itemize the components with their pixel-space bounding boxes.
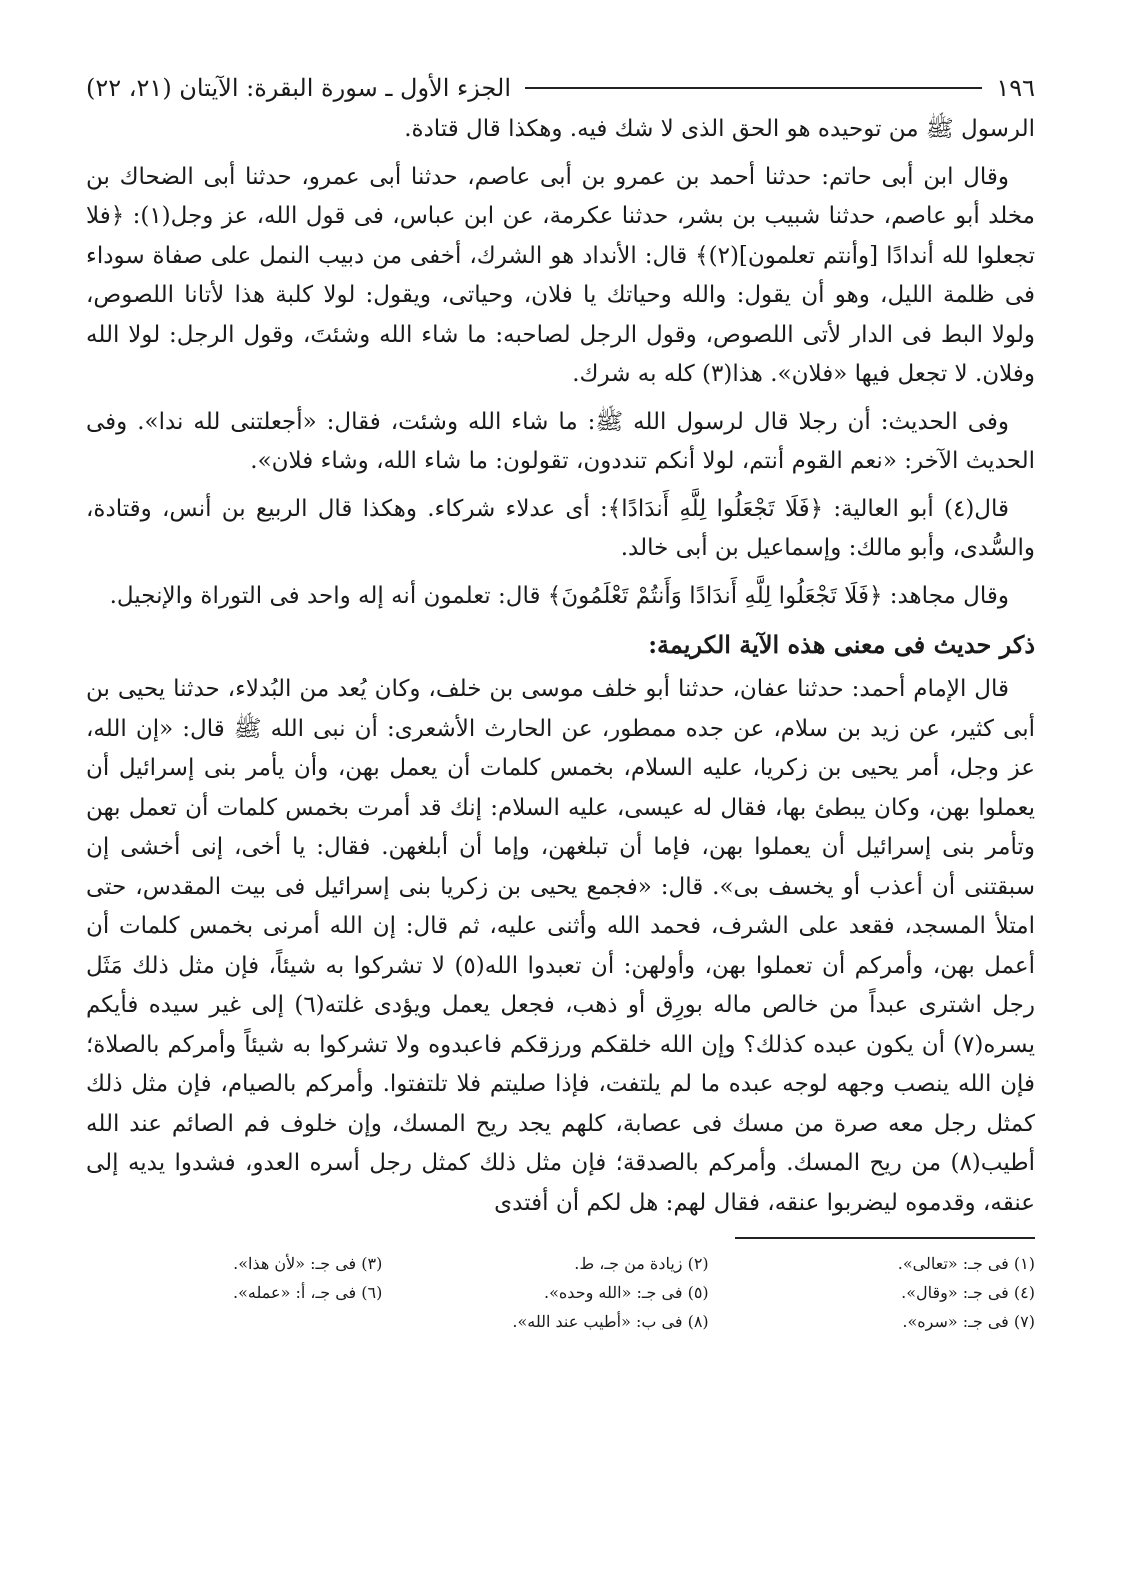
paragraph-5: وقال مجاهد: ﴿فَلَا تَجْعَلُوا لِلَّهِ أَندَادًا وَأَنتُمْ تَعْلَمُونَ﴾ قال: تعلمون أنه إله واحد فى التوراة والإنجيل. (109, 582, 1009, 609)
footnotes (86, 1249, 1035, 1336)
footnote-7: (٧) فى جـ: «سره». (902, 1312, 1035, 1331)
footnote-rule (735, 1237, 1035, 1239)
paragraph-1: الرسول ﷺ من توحيده هو الحق الذى لا شك فيه. وهكذا قال قتادة. (404, 116, 1035, 142)
main-text (86, 110, 1035, 1223)
paragraph-3: وفى الحديث: أن رجلا قال لرسول الله ﷺ: ما شاء الله وشئت، فقال: «أجعلتنى لله ندا». وفى الحديث الآخر: «نعم القوم أنتم، لولا أنكم تنددون، تقولون: ما شاء الله، وشاء فلان». (86, 408, 1035, 474)
footnote-3: (٣) فى جـ: «لأن هذا». (233, 1254, 383, 1273)
page-number: ١٩٦ (996, 74, 1035, 102)
footnote-8: (٨) فى ب: «أطيب عند الله». (512, 1312, 709, 1331)
section-heading: ذكر حديث فى معنى هذه الآية الكريمة: (648, 630, 1035, 659)
section-paragraph: قال الإمام أحمد: حدثنا عفان، حدثنا أبو خلف موسى بن خلف، وكان يُعد من البُدلاء، حدثنا يحيى بن أبى كثير، عن زيد بن سلام، عن جده ممطور، عن الحارث الأشعرى: أن نبى الله ﷺ قال: «إن الله، عز وجل، أمر يحيى بن زكريا، عليه السلام، بخمس كلمات أن يعمل بهن، وأن يأمر بنى إسرائيل أن يعملوا بهن، وكان يبطئ بها، فقال له عيسى، عليه السلام: إنك قد أمرت بخمس كلمات أن تعمل بهن وتأمر بنى إسرائيل أن يعملوا بهن، فإما أن تبلغهن، وإما أن أبلغهن. فقال: يا أخى، إنى أخشى إن سبقتنى أن أعذب أو يخسف بى». قال: «فجمع يحيى بن زكريا بنى إسرائيل فى بيت المقدس، حتى امتلأ المسجد، فقعد على الشرف، فحمد الله وأثنى عليه، ثم قال: إن الله أمرنى بخمس كلمات أن أعمل بهن، وأمركم أن تعملوا بهن، وأولهن: أن تعبدوا الله(٥) لا تشركوا به شيئاً، فإن مثل ذلك مَثَل رجل اشترى عبداً من خالص ماله بورِق أو ذهب، فجعل يعمل ويؤدى غلته(٦) إلى غير سيده فأيكم يسره(٧) أن يكون عبده كذلك؟ وإن الله خلقكم ورزقكم فاعبدوه ولا تشركوا به شيئاً وأمركم بالصلاة؛ فإن الله ينصب وجهه لوجه عبده ما لم يلتفت، فإذا صليتم فلا تلتفتوا. وأمركم بالصيام، فإن مثل ذلك كمثل رجل معه صرة من مسك فى عصابة، كلهم يجد ريح المسك، وإن خلوف فم الصائم عند الله أطيب(٨) من ريح المسك. وأمركم بالصدقة؛ فإن مثل ذلك كمثل رجل أسره العدو، فشدوا يديه إلى عنقه، وقدموه ليضربوا عنقه، فقال لهم: هل لكم أن أفتدى (86, 676, 1035, 1216)
page-header (86, 72, 1035, 104)
paragraph-2: وقال ابن أبى حاتم: حدثنا أحمد بن عمرو بن أبى عاصم، حدثنا أبى عمرو، حدثنا أبى الضحاك بن مخلد أبو عاصم، حدثنا شبيب بن بشر، حدثنا عكرمة، عن ابن عباس، فى قول الله، عز وجل(١): ﴿فلا تجعلوا لله أندادًا [وأنتم تعلمون](٢)﴾ قال: الأنداد هو الشرك، أخفى من دبيب النمل على صفاة سوداء فى ظلمة الليل، وهو أن يقول: والله وحياتك يا فلان، وحياتى، ويقول: لولا كلبة هذا لأتانا اللصوص، ولولا البط فى الدار لأتى اللصوص، وقول الرجل لصاحبه: ما شاء الله وشئتَ، وقول الرجل: لولا الله وفلان. لا تجعل فيها «فلان». هذا(٣) كله به شرك. (86, 163, 1036, 387)
paragraph-4: قال(٤) أبو العالية: ﴿فَلَا تَجْعَلُوا لِلَّهِ أَندَادًا﴾: أى عدلاء شركاء. وهكذا قال الربيع بن أنس، وقتادة، والسُّدى، وأبو مالك: وإسماعيل بن أبى خالد. (86, 495, 1035, 561)
footnote-4: (٤) فى جـ: «وقال». (901, 1283, 1035, 1302)
running-title: الجزء الأول ـ سورة البقرة: الآيتان (٢١، ٢٢) (86, 74, 512, 102)
footnote-1: (١) فى جـ: «تعالى». (897, 1254, 1035, 1273)
footnote-6: (٦) فى جـ، أ: «عمله». (233, 1283, 383, 1302)
footnote-2: (٢) زيادة من جـ، ط. (574, 1254, 709, 1273)
footnote-5: (٥) فى جـ: «الله وحده». (544, 1283, 709, 1302)
header-rule (525, 87, 982, 89)
